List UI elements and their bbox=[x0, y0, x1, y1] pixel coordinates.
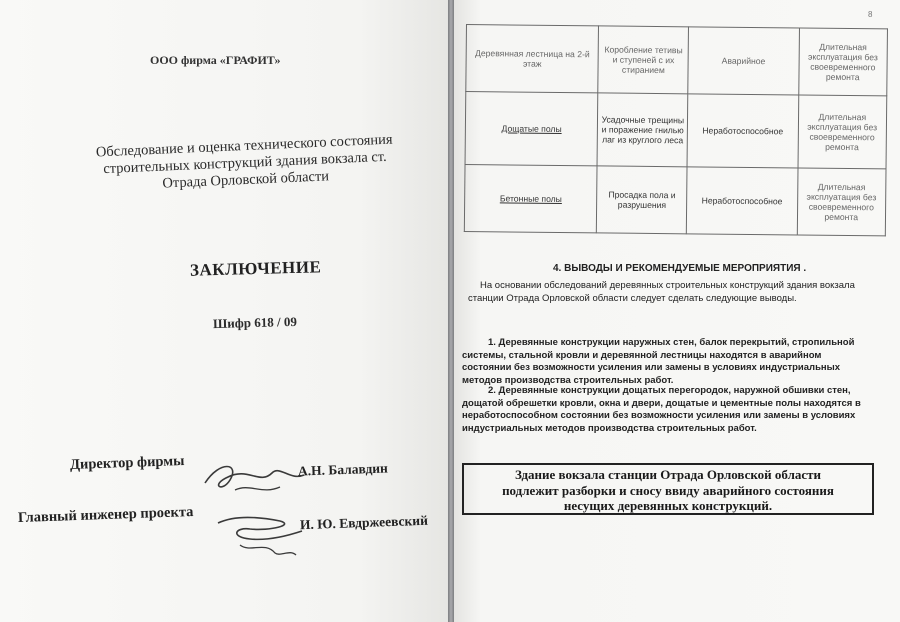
document-heading: ЗАКЛЮЧЕНИЕ bbox=[189, 257, 322, 280]
table-cell: Дощатые полы bbox=[465, 92, 598, 166]
table-cell: Деревянная лестница на 2-й этаж bbox=[466, 25, 599, 93]
conclusion-line: Здание вокзала станции Отрада Орловской области bbox=[514, 467, 822, 482]
engineer-name: И. Ю. Евдржеевский bbox=[299, 512, 429, 533]
table-cell: Бетонные полы bbox=[464, 164, 597, 232]
conclusion-item-2: 2. Деревянные конструкции дощатых перегородок, наружной обшивки стен, дощатой обрешетки кровли, окна и двери, дощатые и цементные полы находятся в неработоспособном состоянии без возможности усиления или замены в условиях индустриальных методов производства строительных работ. bbox=[462, 385, 861, 434]
document-cipher: Шифр 618 / 09 bbox=[212, 313, 298, 332]
director-signature-icon bbox=[200, 455, 310, 500]
table-cell: Усадочные трещины и поражение гнилью лаг из круглого леса bbox=[597, 93, 688, 167]
director-label: Директор фирмы bbox=[69, 453, 185, 473]
engineer-signature-icon bbox=[210, 505, 310, 560]
table-cell: Неработоспособное bbox=[687, 94, 798, 168]
conclusion-line: подлежит разборки и сносу ввиду аварийного состояния bbox=[502, 482, 834, 498]
page-number: 8 bbox=[868, 10, 873, 19]
table-row bbox=[466, 25, 888, 96]
conclusion-item-1: 1. Деревянные конструкции наружных стен, балок перекрытий, стропильной системы, стальной кровли и деревянной лестницы находятся в аварийном состоянии без возможности усиления или замены в условиях индустриальных методов производства строительных работ. bbox=[462, 337, 855, 386]
table-cell: Длительная эксплуатация без своевременного ремонта bbox=[797, 168, 886, 236]
table-cell: Длительная эксплуатация без своевременного ремонта bbox=[798, 95, 887, 169]
section-title: 4. ВЫВОДЫ И РЕКОМЕНДУЕМЫЕ МЕРОПРИЯТИЯ . bbox=[553, 263, 807, 274]
final-conclusion-box bbox=[462, 463, 874, 515]
table-cell: Аварийное bbox=[688, 27, 799, 95]
engineer-label: Главный инженер проекта bbox=[17, 503, 194, 527]
company-name: ООО фирма «ГРАФИТ» bbox=[150, 53, 281, 67]
table-cell: Неработоспособное bbox=[687, 167, 798, 235]
director-name: А.Н. Балавдин bbox=[297, 460, 389, 479]
conclusion-line: несущих деревянных конструкций. bbox=[563, 498, 773, 513]
document-title: Обследование и оценка технического состояния строительных конструкций здания вокзала ст. Отрада Орловской области bbox=[95, 131, 393, 192]
table-cell: Длительная эксплуатация без своевременного ремонта bbox=[798, 28, 887, 96]
defects-table bbox=[464, 24, 888, 236]
table-row bbox=[465, 92, 887, 169]
table-cell: Коробление тетивы и ступеней с их стиранием bbox=[598, 26, 689, 94]
table-row bbox=[464, 164, 886, 235]
book-gutter bbox=[448, 0, 454, 622]
intro-paragraph: На основании обследований деревянных строительных конструкций здания вокзала станции Отрада Орловской области следует сделать следующие выводы. bbox=[468, 280, 855, 304]
table-cell: Просадка пола и разрушения bbox=[597, 166, 688, 234]
